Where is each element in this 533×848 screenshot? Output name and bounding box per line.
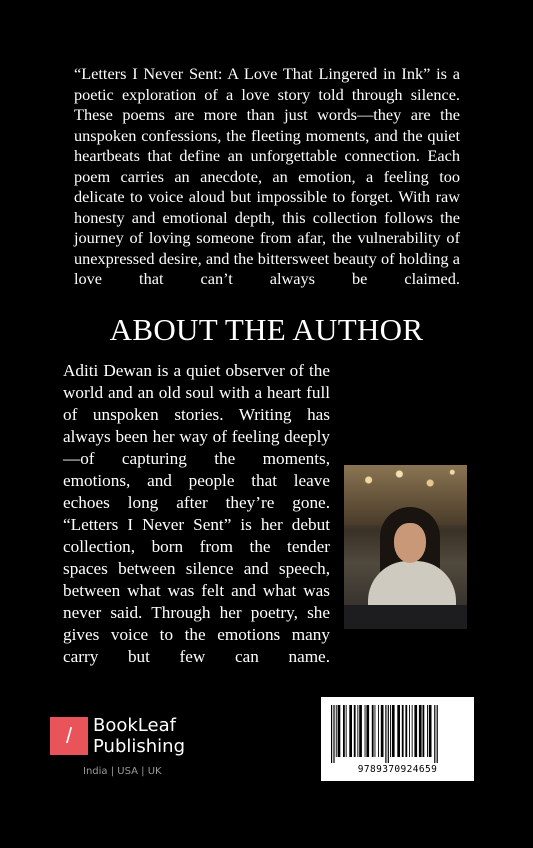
- barcode-bar: [409, 705, 410, 757]
- barcode-bar: [434, 705, 435, 763]
- barcode-bar: [437, 705, 438, 763]
- barcode-bar: [414, 705, 417, 757]
- barcode-bar: [381, 705, 384, 757]
- barcode-bar: [397, 705, 400, 757]
- barcode-bar: [359, 705, 362, 757]
- barcode-bars: [331, 705, 464, 763]
- barcode-bar: [392, 705, 395, 757]
- barcode-bar: [336, 705, 337, 757]
- publisher-name-line2: Publishing: [93, 736, 185, 757]
- barcode-bar: [419, 705, 422, 757]
- publisher-name-line1: BookLeaf: [93, 715, 176, 736]
- author-photo: [344, 465, 467, 629]
- barcode-bar: [375, 705, 376, 757]
- back-cover-blurb: “Letters I Never Sent: A Love That Lingered in Ink” is a poetic exploration of a love story told through silence. These poems are more than just words—they are the unspoken confessions, the fleeting moments, and the quiet heartbeats that define an unforgettable connection. Each poem carries an anecdote, an emotion, a feeling too delicate to voice aloud but impossible to forget. With raw honesty and emotional depth, this collection follows the journey of loving someone from afar, the vulnerability of unexpressed desire, and the bittersweet beauty of holding a love that can’t always be claimed.: [74, 64, 460, 288]
- barcode-bar: [346, 705, 347, 757]
- barcode-bar: [402, 705, 404, 757]
- barcode-bar: [385, 705, 386, 763]
- barcode-bar: [366, 705, 369, 757]
- barcode-bar: [372, 705, 374, 757]
- barcode-bar: [357, 705, 358, 757]
- barcode-bar: [338, 705, 341, 757]
- barcode-bar: [331, 705, 332, 763]
- barcode-bar: [429, 705, 432, 757]
- author-bio: Aditi Dewan is a quiet observer of the world and an old soul with a heart full of unspoken stories. Writing has always been her way of feeling deeply—of capturing the moments, emotions, and people that leave echoes long after they’re gone. “Letters I Never Sent” is her debut collection, born from the tender spaces between silence and speech, between what was felt and what was never said. Through her poetry, she gives voice to the emotions many carry but few can name.: [63, 361, 330, 666]
- logo-slash-mark: /: [65, 723, 73, 748]
- barcode-bar: [349, 705, 352, 757]
- publisher-regions: India | USA | UK: [83, 766, 162, 777]
- barcode-bar: [427, 705, 428, 757]
- barcode-bar: [405, 705, 407, 757]
- barcode-bar: [412, 705, 413, 757]
- isbn-barcode: [321, 697, 474, 781]
- barcode-bar: [390, 705, 391, 757]
- publisher-logo-icon: [50, 717, 88, 755]
- photo-table: [344, 605, 467, 629]
- photo-face: [394, 523, 426, 563]
- barcode-bar: [354, 705, 356, 757]
- barcode-bar: [423, 705, 425, 757]
- barcode-bar: [343, 705, 345, 757]
- publisher-name: [93, 715, 185, 757]
- barcode-bar: [365, 705, 366, 757]
- barcode-bar: [333, 705, 334, 763]
- barcode-bar: [378, 705, 379, 757]
- about-author-heading: ABOUT THE AUTHOR: [109, 312, 424, 347]
- isbn-number: 9789370924659: [357, 764, 438, 775]
- barcode-bar: [388, 705, 389, 763]
